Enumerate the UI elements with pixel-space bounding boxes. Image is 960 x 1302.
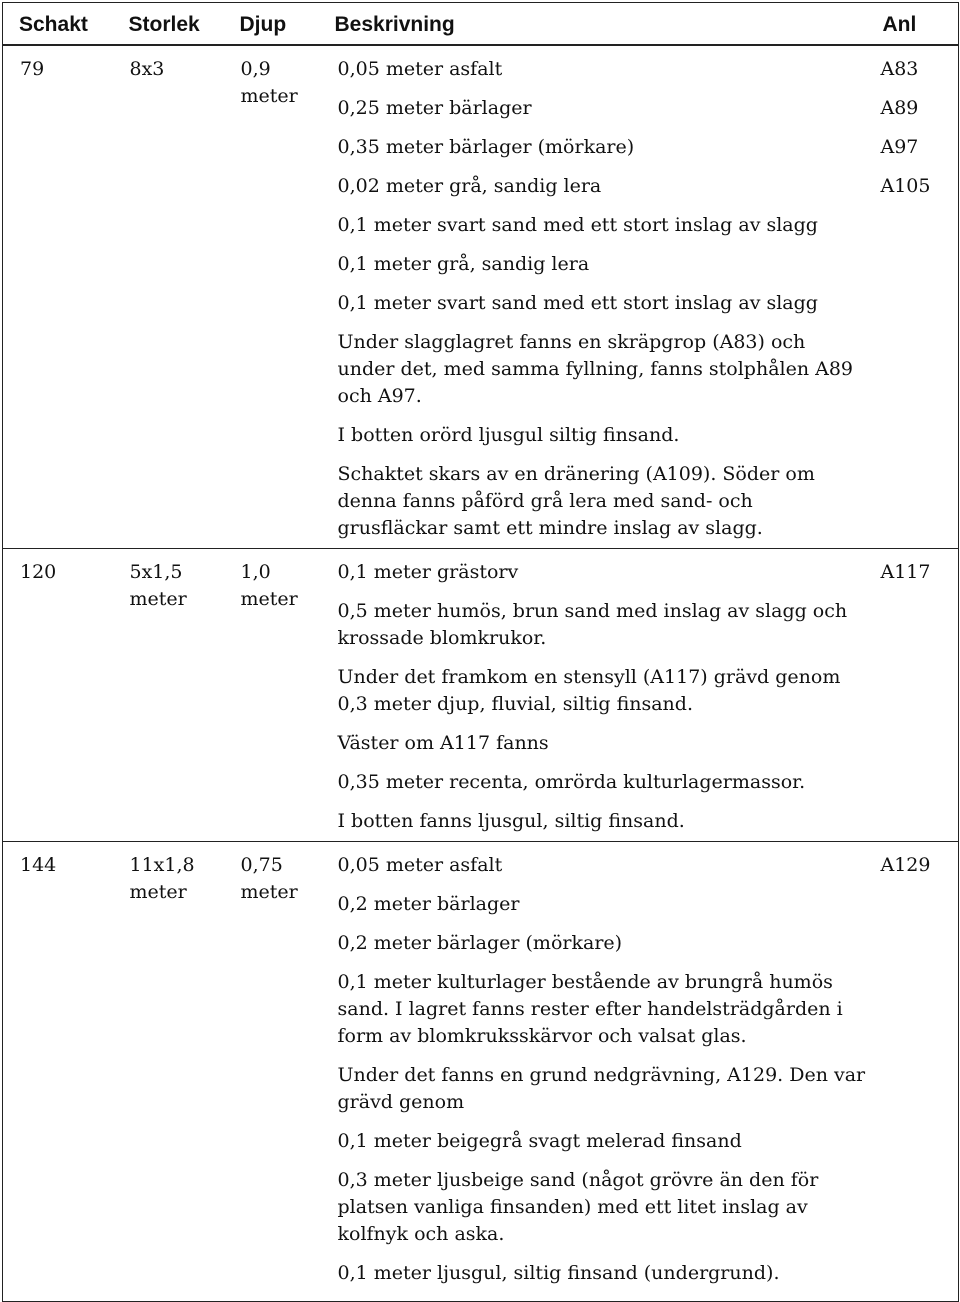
schakt-value: 79 — [20, 58, 45, 80]
description-line: 0,2 meter bärlager — [337, 893, 520, 915]
djup-unit: meter — [240, 881, 298, 903]
cell-beskrivning — [319, 45, 867, 549]
storlek-unit: meter — [129, 588, 187, 610]
anl-value: A105 — [880, 175, 931, 197]
description-line: I botten orörd ljusgul siltig finsand. — [337, 424, 680, 446]
description-line: 0,05 meter asfalt — [337, 58, 503, 80]
description-line: 0,2 meter bärlager (mörkare) — [337, 932, 623, 954]
djup-unit: meter — [240, 85, 298, 107]
description-line: Under det framkom en stensyll (A117) grävd genom 0,3 meter djup, fluvial, siltig finsand. — [337, 666, 841, 715]
description-line: 0,25 meter bärlager — [337, 97, 532, 119]
description-line: Schaktet skars av en dränering (A109). Söder om denna fanns påförd grå lera med sand- och grusfläckar samt ett mindre inslag av slagg. — [337, 463, 815, 539]
description-line: 0,5 meter humös, brun sand med inslag av slagg och krossade blomkrukor. — [337, 600, 848, 649]
cell-storlek — [113, 45, 224, 549]
cell-djup — [224, 549, 319, 842]
description-line: 0,3 meter ljusbeige sand (något grövre än den för platsen vanliga finsanden) med ett litet inslag av kolfnyk och aska. — [337, 1169, 819, 1245]
anl-value: A83 — [880, 58, 919, 80]
anl-value: A89 — [880, 97, 919, 119]
anl-value: A97 — [880, 136, 919, 158]
description-line: Under slagglagret fanns en skräpgrop (A83) och under det, med samma fyllning, fanns stolphålen A89 och A97. — [337, 331, 854, 407]
description-line: 0,1 meter grästorv — [337, 561, 519, 583]
description-line: 0,1 meter kulturlager bestående av brungrå humös sand. I lagret fanns rester efter handelsträdgården i form av blomkruksskärvor och valsat glas. — [337, 971, 843, 1047]
description-line: 0,1 meter beigegrå svagt melerad finsand — [337, 1130, 742, 1152]
cell-djup — [224, 842, 319, 1302]
excavation-table — [2, 2, 959, 1302]
cell-storlek — [113, 549, 224, 842]
cell-beskrivning — [319, 842, 867, 1302]
description-line: 0,35 meter bärlager (mörkare) — [337, 136, 635, 158]
cell-schakt — [3, 45, 113, 549]
description-line: 0,1 meter svart sand med ett stort inslag av slagg — [337, 214, 818, 236]
cell-djup — [224, 45, 319, 549]
schakt-value: 144 — [20, 854, 57, 876]
djup-value: 0,75 — [240, 854, 283, 876]
description-line: 0,1 meter ljusgul, siltig finsand (undergrund). — [337, 1262, 780, 1284]
storlek-value: 8x3 — [129, 58, 165, 80]
cell-schakt — [3, 549, 113, 842]
anl-value: A129 — [880, 854, 931, 876]
cell-anl — [867, 549, 959, 842]
table-row — [3, 842, 959, 1302]
djup-value: 0,9 — [240, 58, 271, 80]
cell-beskrivning — [319, 549, 867, 842]
header-djup: Djup — [224, 3, 319, 46]
cell-anl — [867, 45, 959, 549]
header-schakt: Schakt — [3, 3, 113, 46]
anl-value: A117 — [880, 561, 931, 583]
schakt-value: 120 — [20, 561, 57, 583]
description-line: 0,1 meter grå, sandig lera — [337, 253, 590, 275]
table-row — [3, 45, 959, 549]
storlek-value: 5x1,5 — [129, 561, 183, 583]
cell-schakt — [3, 842, 113, 1302]
document-page — [2, 2, 958, 1302]
description-line: I botten fanns ljusgul, siltig finsand. — [337, 810, 685, 832]
description-line: 0,35 meter recenta, omrörda kulturlagermassor. — [337, 771, 806, 793]
storlek-unit: meter — [129, 881, 187, 903]
cell-storlek — [113, 842, 224, 1302]
table-row — [3, 549, 959, 842]
description-line: 0,1 meter svart sand med ett stort inslag av slagg — [337, 292, 818, 314]
header-storlek: Storlek — [113, 3, 224, 46]
description-line: 0,05 meter asfalt — [337, 854, 503, 876]
description-line: Under det fanns en grund nedgrävning, A129. Den var grävd genom — [337, 1064, 866, 1113]
djup-value: 1,0 — [240, 561, 271, 583]
table-header-row — [3, 3, 959, 46]
header-anl: Anl — [867, 3, 959, 46]
storlek-value: 11x1,8 — [129, 854, 195, 876]
cell-anl — [867, 842, 959, 1302]
description-line: 0,02 meter grå, sandig lera — [337, 175, 602, 197]
description-line: Väster om A117 fanns — [337, 732, 549, 754]
header-beskrivning: Beskrivning — [319, 3, 867, 46]
djup-unit: meter — [240, 588, 298, 610]
